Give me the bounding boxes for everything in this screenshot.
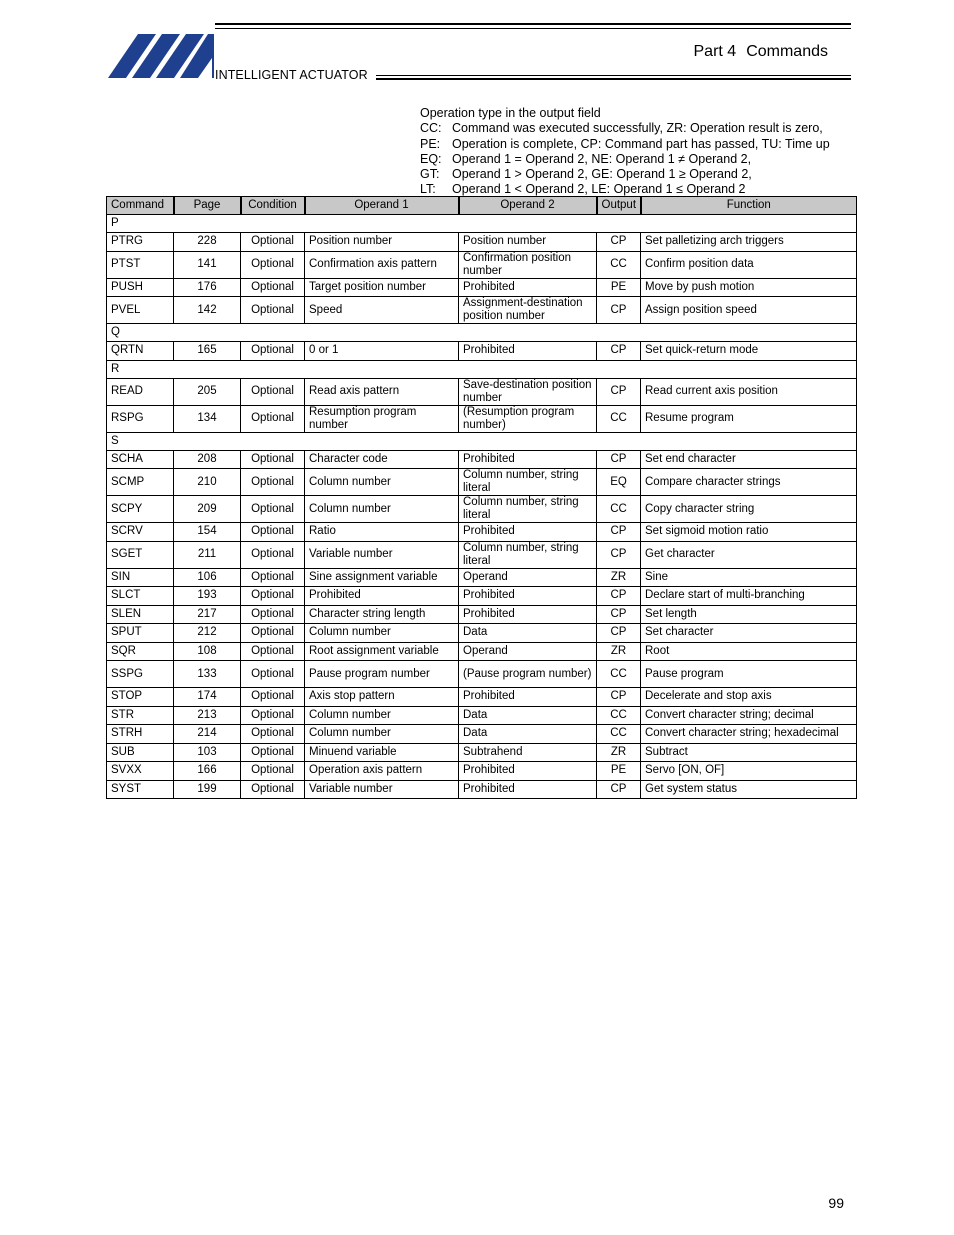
part-label: Part 4 — [693, 43, 737, 60]
table-cell: Speed — [305, 297, 459, 324]
table-cell: Set sigmoid motion ratio — [641, 523, 857, 542]
table-cell: Position number — [305, 233, 459, 252]
legend-code: EQ: — [420, 151, 442, 166]
table-cell: 217 — [174, 605, 241, 624]
table-cell: Set quick-return mode — [641, 342, 857, 361]
table-cell: Resume program — [641, 405, 857, 432]
table-cell: CP — [597, 688, 641, 707]
table-cell: Root assignment variable — [305, 642, 459, 661]
table-cell: Copy character string — [641, 496, 857, 523]
table-cell: Optional — [241, 661, 305, 688]
table-cell: SVXX — [107, 762, 174, 781]
table-cell: Column number — [305, 469, 459, 496]
table-cell: Optional — [241, 450, 305, 469]
table-cell: Optional — [241, 706, 305, 725]
table-cell: Minuend variable — [305, 743, 459, 762]
section-row — [107, 360, 857, 378]
column-header: Command — [107, 197, 174, 215]
table-cell: 212 — [174, 624, 241, 643]
table-cell: 209 — [174, 496, 241, 523]
table-cell: Optional — [241, 568, 305, 587]
table-cell: Set palletizing arch triggers — [641, 233, 857, 252]
table-cell: 166 — [174, 762, 241, 781]
table-cell: Optional — [241, 278, 305, 297]
table-cell: Prohibited — [459, 587, 597, 606]
table-row — [107, 624, 857, 643]
table-row — [107, 251, 857, 278]
legend-row — [420, 121, 830, 136]
table-cell: SQR — [107, 642, 174, 661]
table-cell: CC — [597, 661, 641, 688]
column-header: Operand 2 — [459, 197, 597, 215]
table-cell: Optional — [241, 780, 305, 799]
table-row — [107, 496, 857, 523]
table-cell: Sine — [641, 568, 857, 587]
column-header: Operand 1 — [305, 197, 459, 215]
table-cell: Prohibited — [305, 587, 459, 606]
table-row — [107, 541, 857, 568]
table-cell: Position number — [459, 233, 597, 252]
table-cell: Column number, string literal — [459, 496, 597, 523]
table-cell: Declare start of multi-branching — [641, 587, 857, 606]
table-cell: Prohibited — [459, 342, 597, 361]
table-cell: READ — [107, 378, 174, 405]
table-cell: Assignment-destination position number — [459, 297, 597, 324]
table-cell: 141 — [174, 251, 241, 278]
table-cell: Optional — [241, 688, 305, 707]
table-cell: 211 — [174, 541, 241, 568]
table-cell: Prohibited — [459, 605, 597, 624]
table-cell: 154 — [174, 523, 241, 542]
table-cell: CP — [597, 780, 641, 799]
table-cell: Optional — [241, 624, 305, 643]
legend-code: CC: — [420, 121, 442, 136]
table-cell: CC — [597, 251, 641, 278]
table-cell: Assign position speed — [641, 297, 857, 324]
table-cell: Pause program number — [305, 661, 459, 688]
table-cell: Optional — [241, 297, 305, 324]
table-cell: CC — [597, 496, 641, 523]
table-cell: Optional — [241, 541, 305, 568]
table-cell: Set length — [641, 605, 857, 624]
table-cell: PUSH — [107, 278, 174, 297]
brand-name: INTELLIGENT ACTUATOR — [215, 68, 368, 82]
table-cell: CP — [597, 342, 641, 361]
section-letter: Q — [107, 324, 857, 342]
table-cell: Convert character string; hexadecimal — [641, 725, 857, 744]
table-cell: SYST — [107, 780, 174, 799]
table-cell: PVEL — [107, 297, 174, 324]
table-cell: (Resumption program number) — [459, 405, 597, 432]
column-header: Output — [597, 197, 641, 215]
output-legend — [420, 106, 830, 198]
table-cell: SCHA — [107, 450, 174, 469]
table-cell: PTST — [107, 251, 174, 278]
table-row — [107, 661, 857, 688]
table-cell: Save-destination position number — [459, 378, 597, 405]
table-row — [107, 278, 857, 297]
table-cell: SSPG — [107, 661, 174, 688]
table-cell: Set character — [641, 624, 857, 643]
table-cell: Data — [459, 725, 597, 744]
table-cell: Subtract — [641, 743, 857, 762]
legend-row — [420, 167, 830, 182]
table-cell: QRTN — [107, 342, 174, 361]
table-cell: Variable number — [305, 780, 459, 799]
table-cell: Operand — [459, 642, 597, 661]
table-cell: 213 — [174, 706, 241, 725]
table-cell: Prohibited — [459, 762, 597, 781]
table-cell: Read axis pattern — [305, 378, 459, 405]
table-row — [107, 725, 857, 744]
table-cell: PTRG — [107, 233, 174, 252]
table-cell: Column number — [305, 496, 459, 523]
table-cell: Get system status — [641, 780, 857, 799]
legend-row — [420, 137, 830, 152]
table-cell: Optional — [241, 251, 305, 278]
table-cell: Optional — [241, 762, 305, 781]
column-header: Page — [174, 197, 241, 215]
page-number: 99 — [828, 1195, 844, 1211]
table-cell: CC — [597, 706, 641, 725]
table-row — [107, 450, 857, 469]
table-cell: SCMP — [107, 469, 174, 496]
legend-title: Operation type in the output field — [420, 106, 601, 120]
table-cell: STRH — [107, 725, 174, 744]
table-row — [107, 605, 857, 624]
table-cell: Axis stop pattern — [305, 688, 459, 707]
legend-row — [420, 152, 830, 167]
header-rule — [215, 23, 851, 25]
table-cell: Column number — [305, 725, 459, 744]
command-table — [106, 196, 857, 799]
table-cell: Confirm position data — [641, 251, 857, 278]
table-cell: Character code — [305, 450, 459, 469]
table-row — [107, 523, 857, 542]
table-cell: 193 — [174, 587, 241, 606]
table-cell: Ratio — [305, 523, 459, 542]
table-cell: EQ — [597, 469, 641, 496]
table-cell: Data — [459, 706, 597, 725]
table-cell: 142 — [174, 297, 241, 324]
table-row — [107, 297, 857, 324]
section-letter: S — [107, 432, 857, 450]
legend-code: PE: — [420, 136, 441, 151]
legend-text: Operand 1 < Operand 2, LE: Operand 1 ≤ Operand 2 — [452, 182, 746, 197]
section-letter: P — [107, 215, 857, 233]
table-cell: 205 — [174, 378, 241, 405]
table-cell: PE — [597, 762, 641, 781]
table-row — [107, 378, 857, 405]
table-cell: Column number — [305, 624, 459, 643]
table-cell: Optional — [241, 587, 305, 606]
table-cell: CP — [597, 297, 641, 324]
table-cell: SLEN — [107, 605, 174, 624]
table-cell: ZR — [597, 568, 641, 587]
table-cell: Prohibited — [459, 688, 597, 707]
table-cell: CP — [597, 233, 641, 252]
legend-code: GT: — [420, 167, 440, 182]
table-cell: Get character — [641, 541, 857, 568]
table-cell: Set end character — [641, 450, 857, 469]
table-cell: Read current axis position — [641, 378, 857, 405]
table-cell: (Pause program number) — [459, 661, 597, 688]
header-rule — [215, 28, 851, 29]
table-cell: RSPG — [107, 405, 174, 432]
table-cell: SCPY — [107, 496, 174, 523]
table-row — [107, 780, 857, 799]
table-cell: 0 or 1 — [305, 342, 459, 361]
table-cell: Optional — [241, 523, 305, 542]
table-cell: 214 — [174, 725, 241, 744]
table-row — [107, 405, 857, 432]
table-cell: STOP — [107, 688, 174, 707]
table-cell: 103 — [174, 743, 241, 762]
table-cell: Root — [641, 642, 857, 661]
table-cell: 108 — [174, 642, 241, 661]
table-cell: 134 — [174, 405, 241, 432]
table-row — [107, 688, 857, 707]
table-cell: CP — [597, 450, 641, 469]
table-cell: Decelerate and stop axis — [641, 688, 857, 707]
table-cell: Target position number — [305, 278, 459, 297]
table-cell: Optional — [241, 743, 305, 762]
table-cell: 199 — [174, 780, 241, 799]
section-letter: R — [107, 360, 857, 378]
table-cell: CP — [597, 624, 641, 643]
table-row — [107, 233, 857, 252]
table-cell: PE — [597, 278, 641, 297]
header-rule — [376, 75, 851, 76]
table-cell: ZR — [597, 642, 641, 661]
table-cell: CP — [597, 523, 641, 542]
table-cell: SUB — [107, 743, 174, 762]
table-cell: Prohibited — [459, 278, 597, 297]
table-cell: Confirmation axis pattern — [305, 251, 459, 278]
table-header-row — [107, 197, 857, 215]
table-row — [107, 706, 857, 725]
table-cell: Operation axis pattern — [305, 762, 459, 781]
table-cell: CP — [597, 587, 641, 606]
table-cell: SPUT — [107, 624, 174, 643]
table-cell: Compare character strings — [641, 469, 857, 496]
table-cell: Prohibited — [459, 450, 597, 469]
table-cell: Optional — [241, 233, 305, 252]
table-cell: Subtrahend — [459, 743, 597, 762]
table-cell: 210 — [174, 469, 241, 496]
legend-text: Command was executed successfully, ZR: Operation result is zero, — [452, 121, 823, 136]
table-cell: Resumption program number — [305, 405, 459, 432]
table-cell: SGET — [107, 541, 174, 568]
table-cell: Convert character string; decimal — [641, 706, 857, 725]
table-cell: Move by push motion — [641, 278, 857, 297]
table-cell: 208 — [174, 450, 241, 469]
table-cell: Column number — [305, 706, 459, 725]
table-cell: Data — [459, 624, 597, 643]
table-cell: Optional — [241, 469, 305, 496]
table-cell: 165 — [174, 342, 241, 361]
table-cell: CP — [597, 541, 641, 568]
table-cell: Optional — [241, 605, 305, 624]
table-cell: Optional — [241, 342, 305, 361]
column-header: Function — [641, 197, 857, 215]
table-row — [107, 587, 857, 606]
table-cell: Optional — [241, 378, 305, 405]
legend-code: LT: — [420, 182, 436, 197]
table-cell: Optional — [241, 405, 305, 432]
table-cell: SCRV — [107, 523, 174, 542]
table-cell: STR — [107, 706, 174, 725]
table-cell: 176 — [174, 278, 241, 297]
table-row — [107, 642, 857, 661]
table-cell: CC — [597, 725, 641, 744]
table-cell: Column number, string literal — [459, 469, 597, 496]
table-cell: Pause program — [641, 661, 857, 688]
legend-text: Operand 1 = Operand 2, NE: Operand 1 ≠ Operand 2, — [452, 151, 752, 166]
legend-text: Operand 1 > Operand 2, GE: Operand 1 ≥ Operand 2, — [452, 167, 752, 182]
iai-logo-icon — [108, 32, 214, 78]
table-cell: SIN — [107, 568, 174, 587]
section-row — [107, 432, 857, 450]
table-cell: CP — [597, 605, 641, 624]
legend-text: Operation is complete, CP: Command part has passed, TU: Time up — [452, 136, 830, 151]
table-cell: SLCT — [107, 587, 174, 606]
table-cell: Optional — [241, 642, 305, 661]
table-cell: Optional — [241, 496, 305, 523]
table-row — [107, 568, 857, 587]
table-cell: CP — [597, 378, 641, 405]
page-title — [684, 43, 829, 61]
table-cell: 174 — [174, 688, 241, 707]
table-cell: ZR — [597, 743, 641, 762]
table-cell: Confirmation position number — [459, 251, 597, 278]
header-rule — [376, 78, 851, 80]
table-cell: Sine assignment variable — [305, 568, 459, 587]
table-row — [107, 469, 857, 496]
table-cell: Optional — [241, 725, 305, 744]
table-row — [107, 743, 857, 762]
table-cell: Variable number — [305, 541, 459, 568]
section-label: Commands — [746, 43, 828, 60]
table-cell: Character string length — [305, 605, 459, 624]
column-header: Condition — [241, 197, 305, 215]
table-cell: Servo [ON, OF] — [641, 762, 857, 781]
section-row — [107, 324, 857, 342]
table-cell: 133 — [174, 661, 241, 688]
section-row — [107, 215, 857, 233]
table-cell: Prohibited — [459, 523, 597, 542]
table-cell: 106 — [174, 568, 241, 587]
table-cell: 228 — [174, 233, 241, 252]
table-cell: Operand — [459, 568, 597, 587]
table-cell: CC — [597, 405, 641, 432]
table-row — [107, 342, 857, 361]
table-cell: Prohibited — [459, 780, 597, 799]
table-row — [107, 762, 857, 781]
table-cell: Column number, string literal — [459, 541, 597, 568]
